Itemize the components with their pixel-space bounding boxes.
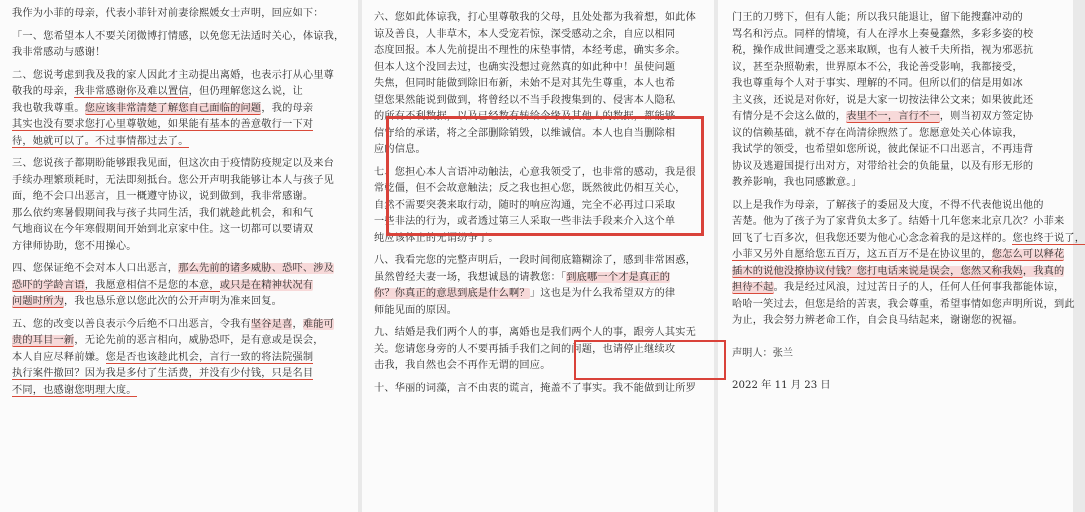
text-segment: 谅及善良，人非草木，本人受宠若惊，深受感动之余，自应以相同 [374,28,676,40]
marked-text: 小菲又另外自愿给您五百万，这五百万不是在协议里的， [732,249,992,260]
text-segment: 信守给的承诺，将之全部删除销毁，以维诚信。本人也自当删除相 [374,127,676,139]
text-line [374,381,704,398]
text-segment: 八、我看完您的完整声明后，一段时间彻底籍糊涂了，感到非常困惑， [374,255,697,266]
marked-text: 我非常感谢你及难以置信 [74,86,189,97]
text-segment: 自然不需要突袭来取行动，随时的响应沟通，完全不必再过口采取 [374,199,676,211]
text-segment: 面，绝不会口出恶言，且一概遵守协议，说到做到，我非常感谢。 [12,191,314,202]
marked-text: 贵的耳目一新 [12,335,75,346]
text-segment: 有情分是不会这么做的， [732,111,847,122]
text-line [12,366,348,383]
text-line [732,93,1061,110]
text-line [732,247,1065,264]
text-segment: 手续办理繁琐耗时，无法即刻抵台。您公开声明我能够让本人与孩子见 [12,174,335,186]
text-line [732,264,1065,281]
text-line [374,286,704,303]
text-segment: 我非常感动与感谢！ [12,47,106,58]
text-segment: 师能见面的原因。 [374,304,458,316]
text-segment: 主义孩，还说是对你好，说是大家一切按法律公文来；如果彼此还 [732,94,1034,106]
marked-text: 表里不一，言行不一 [846,111,940,122]
marked-text: 插木的说他没撩协议付钱？您打电话来说是误会，您然又称我妈 [732,265,1023,277]
text-segment: 七、您担心本人言语冲动触法，心意我领受了，也非常的感动，我是很 [374,166,697,178]
text-segment: 门王的刀劈下，但有人能；所以我只能退让，留下能搜蠢冲动的 [732,12,1023,23]
text-line [12,239,348,256]
marked-text: 你？你真正的意思到底是什么啊？ [374,288,530,299]
text-segment: 但本人这个没回去过，也确实没想过竟然真的如此种中！虽使问题 [374,61,676,73]
text-line [732,231,1085,248]
text-line [12,383,348,400]
marked-text: 那么先前的诸多威胁、恐吓、涉及 [178,263,335,274]
text-segment: 九、结婚是我们两个人的事，离婚也是我们两个人的事，跟旁人其实无 [374,327,697,338]
text-line [732,280,1065,297]
text-line [12,189,348,206]
text-line [12,101,348,118]
text-segment: 我也敬我尊重。 [12,102,85,114]
marked-text: 您应该非常清楚了解您自己面临的问题 [84,102,262,114]
text-line [12,45,348,62]
marked-text: 其实也没有要求您打心里尊敬她，如果能有基本的善意敬行一下对 [12,119,314,130]
text-line [374,43,704,60]
text-segment: 击我，我自然也会不再作无谓的回应。 [374,360,551,371]
text-line [374,93,704,110]
marked-text: 担待不起 [732,282,774,293]
text-line [732,60,1061,77]
text-segment: 气地商议在今年寒假期间开始到北京家中住。这一切都可以要请双 [12,224,314,235]
text-segment: 」这也是为什么我希望双方的律 [529,288,676,299]
text-line [12,206,348,223]
text-segment: 十、华丽的词藻，言不由衷的谎言，掩盖不了事实。我不能做到让所罗 [374,382,697,394]
text-segment: 关。您请您身旁的人不要再插手我们之间的问题，也请停止继续攻 [374,343,676,355]
text-line [12,156,348,173]
text-line [732,214,1065,231]
text-segment: 议的信赖基础，就不存在尚清徐煦然了。您愿意处关心体谅我， [732,127,1023,139]
text-line [732,159,1061,176]
text-segment: 以上是我作为母亲，了解孩子的委屈及大度，不得不代表他说出他的 [732,199,1044,211]
text-line [732,175,1061,192]
text-line [374,303,704,320]
text-segment: 哈哈一笑过去，但您是给的苦衷，我会尊重，希望事情如您声明所说，到此 [732,298,1075,310]
text-line [374,27,704,44]
text-line [732,142,1061,159]
text-line [12,222,348,239]
text-segment: 议，甚至杂照勒索，世界原本不公，我论善受影响，我都接受， [732,61,1023,73]
marked-text: 执行案件撤回？因为我是多付了生活费，并没有少付钱，只是名目 [12,368,314,379]
marked-text: 您也终于说了， [1012,232,1085,244]
marked-text: 问题时所为 [12,296,64,307]
text-segment: 苦楚。他为了孩子为了家背负太多了。结婚十几年您来北京几次？小菲来 [732,216,1065,227]
text-segment: 的所有不利数据，以及已经数有转给今缘及其他人的数据，都能够 [374,111,676,122]
text-line [12,134,348,151]
text-segment: 本人自应尽释前嫌。 [12,351,106,363]
text-segment: 骂名和污点。同样的情境，有人在浮水上奏曼蠢然，多彩多姿的校 [732,28,1034,40]
marked-text: 难能可 [302,318,335,330]
marked-text: 到底哪一个才是真正的 [566,271,671,283]
red-highlight-box-clause-eight [574,340,726,380]
text-line [374,10,704,27]
text-line [12,261,348,278]
text-segment: 失焦，但同时能做到除旧布新，未始不是对其先生尊重，本人也希 [374,78,676,89]
text-segment: 为止，我会努力辨老命工作，自会良马结起来，谢谢您的祝福。 [732,315,1023,326]
text-segment: 三、您说孩子都期盼能够跟我见面，但这次由于疫情防疫规定以及来台 [12,158,335,169]
text-line [12,68,348,85]
text-line [12,350,348,367]
text-segment: 。我是经过风浪，过过苦日子的人，任何人任何事我都能体谅， [773,282,1065,293]
marked-text: 不同，也感谢您明理大度。 [12,384,137,396]
middle-document-page [362,0,714,512]
marked-text: ，我真的 [1022,265,1065,277]
text-line [12,294,348,311]
text-line [12,317,348,334]
text-segment: 回飞了七百多次，但我您还要为他心心念念着我的是这样的。 [732,232,1013,244]
text-segment: 敬我的母亲， [12,86,75,97]
text-segment: 态度回报。本人先前提出不理性的床垫事情，本经考虑，确实多余。 [374,45,686,56]
text-segment: 方律师协助，您不用操心。 [12,240,137,252]
text-line [374,60,704,77]
text-segment: 教养影响，我也同感歉意。」 [732,177,862,188]
text-line [12,117,348,134]
text-segment: ，则当初双方签定协 [939,111,1034,122]
text-segment: 虽然曾经夫妻一场，我想诚恳的请教您：「 [374,271,567,283]
text-segment: 协议及逃避国提行出对方，对带给社会的负能量，以及有形无形的 [732,160,1034,172]
text-segment: 我试学的领受，也希望如您所说，彼此保证不口出恶言，不再违背 [732,144,1034,155]
text-line [374,270,704,287]
statement-date: 2022 年 11 月 23 日 [732,379,831,391]
text-line [732,43,1061,60]
text-segment: 那么依约寒暑假期间我与孩子共同生活，我们就趁此机会，和和气 [12,207,314,219]
text-segment: ， [292,318,303,330]
text-line [732,126,1061,143]
text-line [732,109,1061,126]
right-document-page [718,0,1085,512]
text-segment: 我作为小菲的母亲，代表小菲针对前妻徐熙媛女士声明，回应如下： [12,8,324,19]
text-line [732,297,1075,314]
text-line [12,6,348,23]
text-segment: ，但仍理解您这么说，让 [188,86,303,97]
text-line [12,173,348,190]
text-line [12,29,348,46]
text-segment: 四、您保证绝不会对本人口出恶言， [12,263,179,274]
text-line [732,76,1061,93]
marked-text: 待，她就可以了。不过事情都过去了。 [12,135,189,147]
text-segment: ，我也恳乐意以您此次的公开声明为准来回复。 [63,296,283,307]
text-segment: 「一、您希望本人不要关闭微博打情感，以免您无法适时关心，体谅我， [12,30,345,42]
text-line [732,27,1061,44]
text-segment: 六、您如此体谅我，打心里尊敬我的父母，且处处都为我着想，如此体 [374,12,697,23]
text-line [732,198,1061,215]
marked-text: 恐吓的学龄言语 [12,279,85,291]
red-highlight-box-clause-six [386,116,704,236]
marked-text: 您怎么可以释花 [991,249,1065,260]
text-segment: 二、您说考虑到我及我的家人因此才主动提出离婚，也表示打从心里尊 [12,69,335,81]
marked-text: 您是否也该趁此机会，言行一致的将法院强制 [105,351,314,363]
marked-text: ，我愿意相信不是您的本意， [84,279,220,291]
text-line [12,278,348,295]
left-document-page [0,0,358,512]
text-segment: 我也尊重每个人对于事实、理解的不同。但所以们的信是用如冰 [732,78,1023,89]
signature-line: 声明人：张兰 [732,347,794,359]
marked-text: 坚谷足喜 [250,318,293,330]
text-segment: 应的信息。 [374,144,426,155]
text-segment: 一些非法的行为，或者透过第三人采取一些非法手段来介入这个单 [374,216,676,227]
text-segment: 税，操作成世间遭受之恶来取顾，也有人被千夫所指，视为邪恶抗 [732,45,1034,56]
text-line [12,84,348,101]
text-segment: ，我的母亲 [261,102,314,114]
text-segment: 常乾僵，但不会故意触法；反之我也担心您，既然彼此仍相互关心， [374,183,686,194]
text-segment: ，无论先前的恶言相向，威胁恐吓，是有意或是误会， [74,335,324,346]
text-line [374,76,704,93]
text-segment: 五、您的改变以善良表示今后绝不口出恶言，令我有 [12,318,251,330]
text-line [732,313,1061,330]
text-line [374,253,704,270]
text-line [732,10,1061,27]
right-page-text [732,10,1085,330]
marked-text: 或只是在精神状况有 [219,279,314,291]
text-line [12,333,348,350]
text-segment: 纯应该体止的无谓纷争了。 [374,232,499,244]
text-segment: 望您果然能说到做到，将曾经以不当手段搜集到的、侵害本人隐私 [374,94,676,106]
